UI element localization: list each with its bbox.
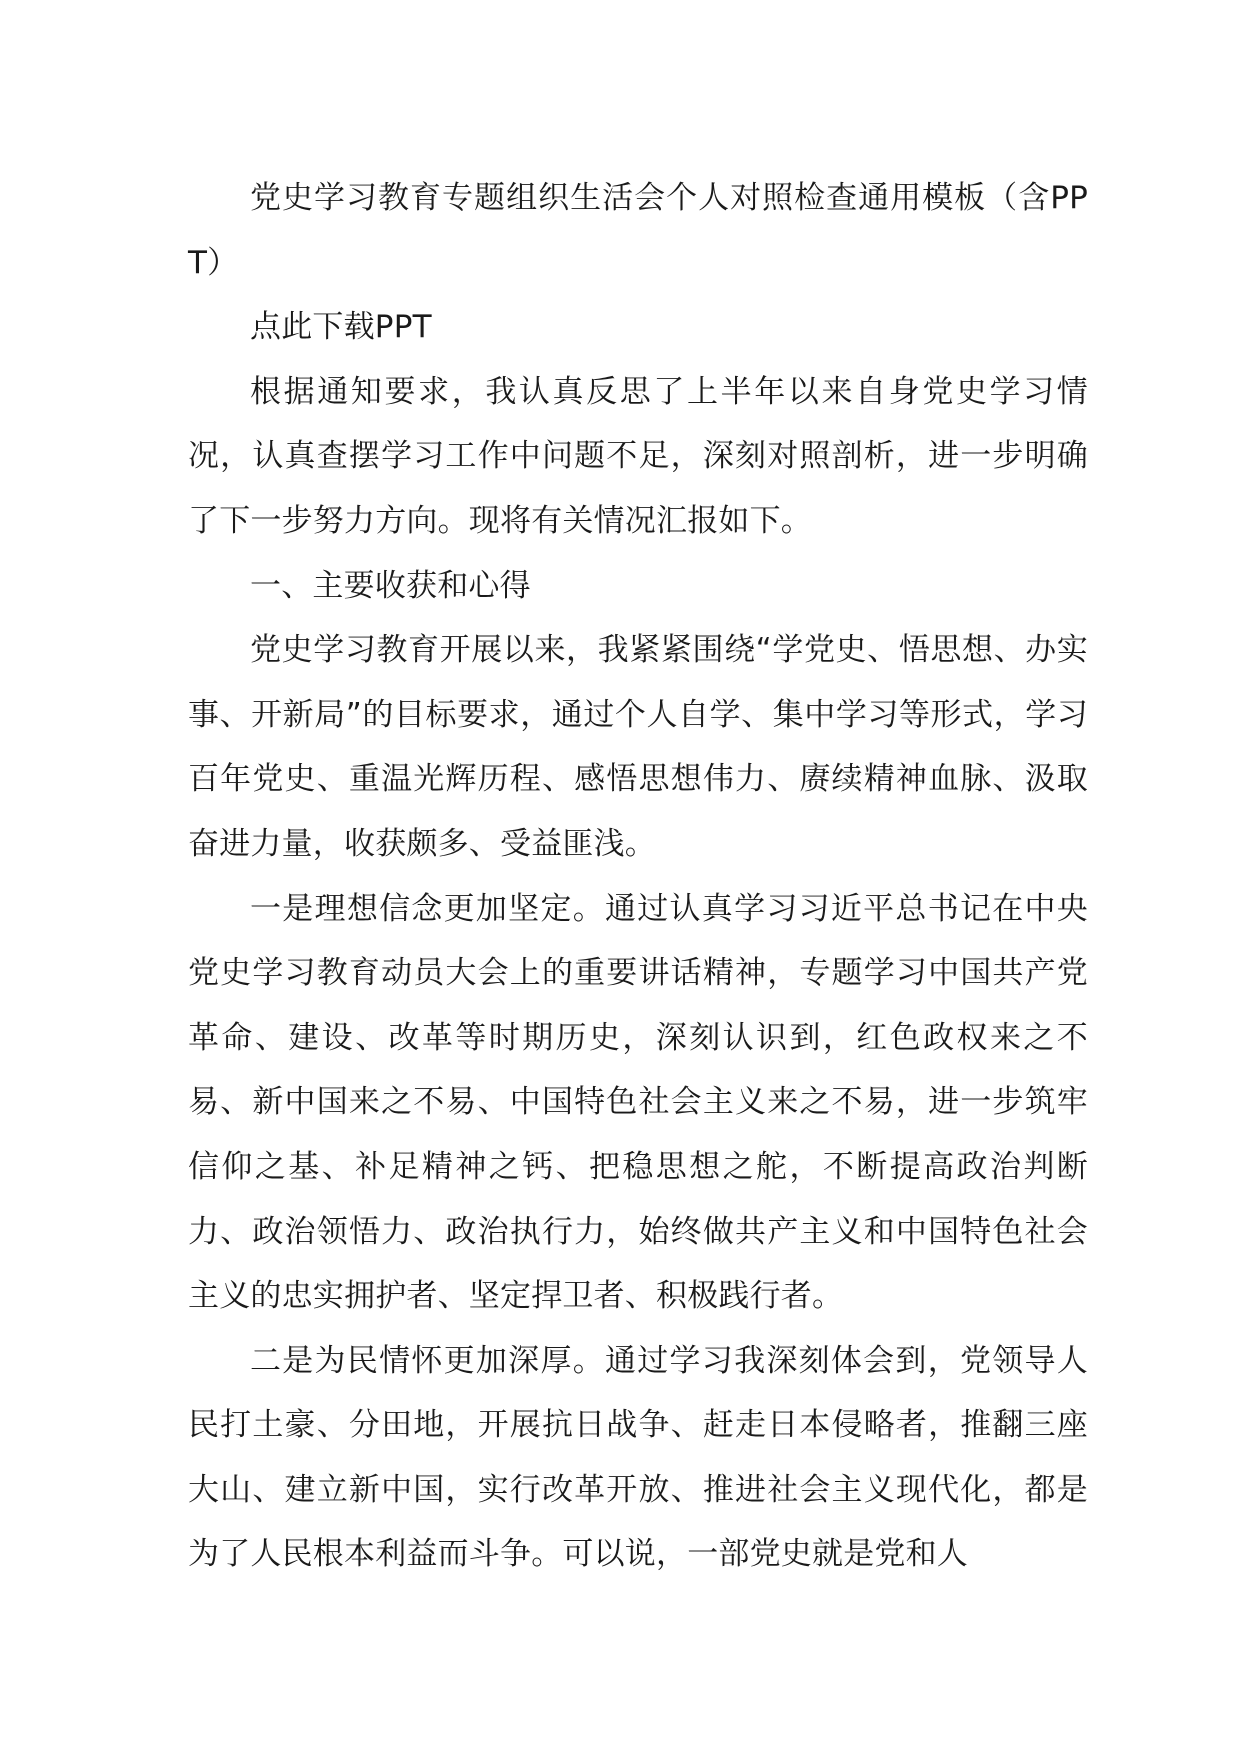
paragraph-point-2: 二是为民情怀更加深厚。通过学习我深刻体会到，党领导人民打土豪、分田地，开展抗日战争、赶走日本侵略者，推翻三座大山、建立新中国，实行改革开放、推进社会主义现代化，都是为了人民根本利益而斗争。可以说，一部党史就是党和人 xyxy=(188,1342,1088,1573)
document-body xyxy=(188,166,1088,1587)
paragraph-intro: 根据通知要求，我认真反思了上半年以来自身党史学习情况，认真查摆学习工作中问题不足，深刻对照剖析，进一步明确了下一步努力方向。现将有关情况汇报如下。 xyxy=(188,373,1088,539)
download-ppt-link[interactable]: 点此下载PPT xyxy=(250,309,432,346)
document-title: 党史学习教育专题组织生活会个人对照检查通用模板（含PPT） xyxy=(188,180,1088,281)
paragraph-overview: 党史学习教育开展以来，我紧紧围绕“学党史、悟思想、办实事、开新局”的目标要求，通过个人自学、集中学习等形式，学习百年党史、重温光辉历程、感悟思想伟力、赓续精神血脉、汲取奋进力量，收获颇多、受益匪浅。 xyxy=(188,632,1088,862)
section-heading-1: 一、主要收获和心得 xyxy=(250,567,531,604)
paragraph-point-1: 一是理想信念更加坚定。通过认真学习习近平总书记在中央党史学习教育动员大会上的重要讲话精神，专题学习中国共产党革命、建设、改革等时期历史，深刻认识到，红色政权来之不易、新中国来之不易、中国特色社会主义来之不易，进一步筑牢信仰之基、补足精神之钙、把稳思想之舵，不断提高政治判断力、政治领悟力、政治执行力，始终做共产主义和中国特色社会主义的忠实拥护者、坚定捍卫者、积极践行者。 xyxy=(188,890,1088,1315)
